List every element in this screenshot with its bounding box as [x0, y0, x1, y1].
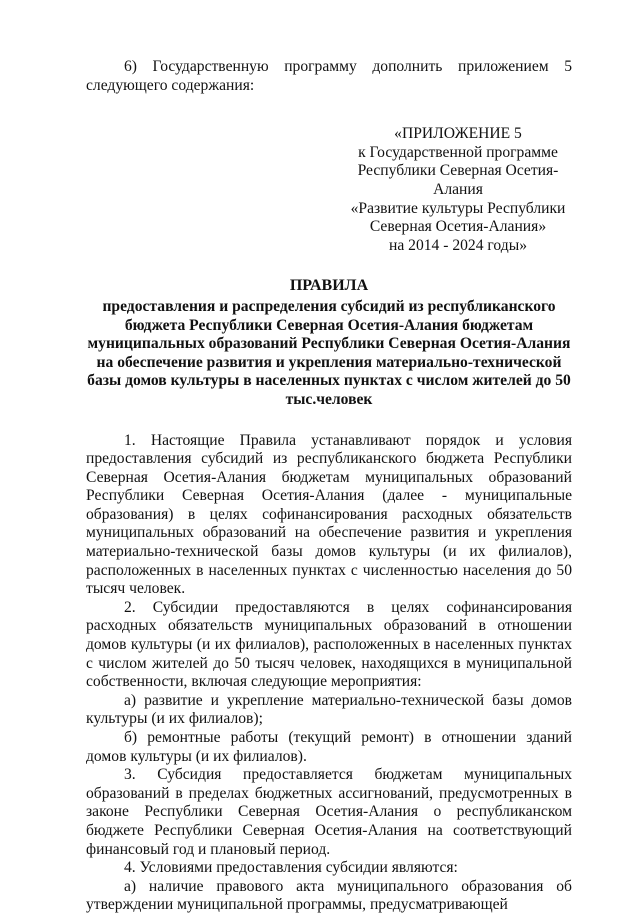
document-page: [86, 58, 572, 915]
list-item: а) развитие и укрепление материально-технической базы домов культуры (и их филиалов);: [86, 691, 572, 728]
paragraph: 1. Настоящие Правила устанавливают порядок и условия предоставления субсидий из республиканского бюджета Республики Северная Осетия-Алания бюджетам муниципальных образований Республики Северная Осетия-Алания (далее - муниципальные образования) в целях софинансирования расходных обязательств муниципальных образований на обеспечение развития и укрепления материально-технической базы домов культуры (и их филиалов), расположенных в населенных пунктах с численностью населения до 50 тысяч человек.: [86, 431, 572, 598]
appendix-line: Северная Осетия-Алания»: [369, 218, 547, 236]
appendix-line: «ПРИЛОЖЕНИЕ 5: [394, 125, 522, 143]
appendix-block: [344, 125, 572, 255]
paragraph: 2. Субсидии предоставляются в целях софинансирования расходных обязательств муниципальных образований в отношении домов культуры (и их филиалов), расположенных в населенных пунктах с числом жителей до 50 тысяч человек, находящихся в муниципальной собственности, включая следующие мероприятия:: [86, 598, 572, 691]
rules-subtitle: предоставления и распределения субсидий из республиканского бюджета Республики Северная Осетия-Алания бюджетам муниципальных образований Республики Северная Осетия-Алания на обеспечение развития и укрепления материально-технической базы домов культуры в населенных пунктах с числом жителей до 50 тыс.человек: [87, 297, 571, 408]
list-item: б) ремонтные работы (текущий ремонт) в отношении зданий домов культуры (и их филиалов).: [86, 729, 572, 765]
appendix-line: Республики Северная Осетия-Алания: [357, 162, 559, 198]
paragraph: 4. Условиями предоставления субсидии являются:: [124, 859, 458, 877]
paragraph: 3. Субсидия предоставляется бюджетам муниципальных образований в пределах бюджетных ассигнований, предусмотренных в законе Республики Северная Осетия-Алания о республиканском бюджете Республики Северная Осетия-Алания на соответствующий финансовый год и плановый период.: [86, 766, 572, 858]
intro-paragraph: 6) Государственную программу дополнить приложением 5 следующего содержания:: [86, 58, 572, 94]
rules-heading: ПРАВИЛА: [289, 277, 369, 295]
appendix-line: к Государственной программе: [358, 143, 558, 161]
list-item: а) наличие правового акта муниципального образования об утверждении муниципальной программы, предусматривающей: [86, 877, 572, 914]
appendix-line: на 2014 - 2024 годы»: [389, 236, 527, 254]
appendix-line: «Развитие культуры Республики: [350, 199, 566, 217]
rules-title-block: [86, 277, 572, 409]
rules-body: [86, 432, 572, 915]
